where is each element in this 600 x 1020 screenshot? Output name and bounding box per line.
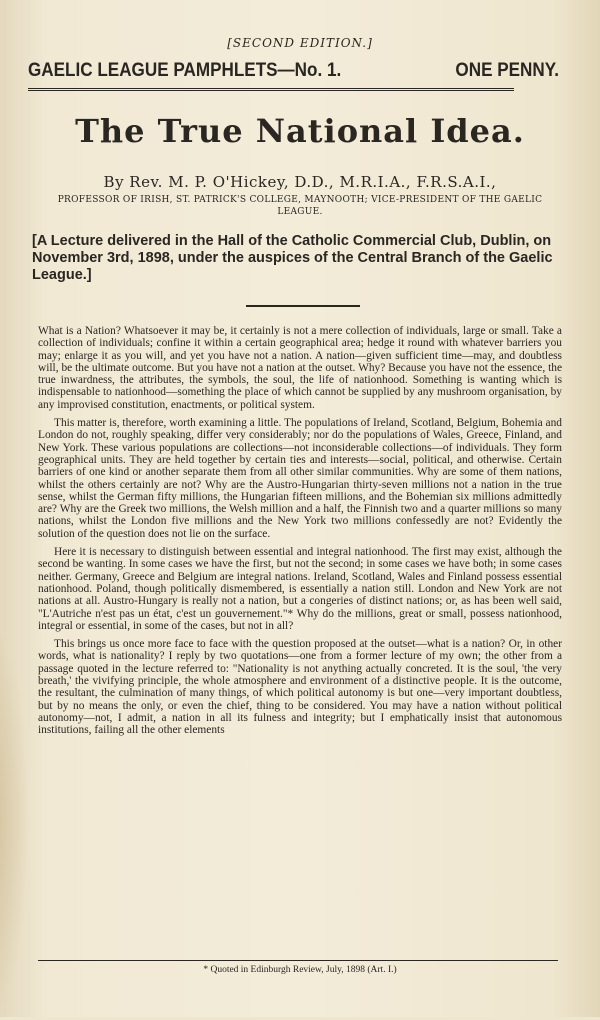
author-byline: By Rev. M. P. O'Hickey, D.D., M.R.I.A., F.R.S.A.I., [103, 173, 497, 191]
series-title: GAELIC LEAGUE PAMPHLETS—No. 1. [28, 60, 342, 81]
paragraph: This brings us once more face to face with the question proposed at the outset—what is a nation? Or, in other words, what is nationality? I reply by two quotations—one from a former lecture of my own; the other from a passage quoted in the lecture referred to: "Nationality is not anything actually concreted. It is the soul, 'the very breath,' the vivifying principle, the whole atmosphere and environment of a distinctive people. It is the outcome, the resultant, the culmination of many things, of which political autonomy is but one—very important doubtless, but by no means the only, or even the chief, thing to be considered. You may have a nation without political autonomy—not, I admit, a nation in all its fulness and integrity; but I emphatically insist that autonomous institutions, failing all the other elements [38, 638, 562, 737]
pamphlet-header [28, 58, 559, 91]
paragraph: This matter is, therefore, worth examining a little. The populations of Ireland, Scotland, Belgium, Bohemia and London do not, roughly speaking, differ very considerably; nor do the populations of Wales, Greece, Finland, and New York. These various populations are collections—not inconsiderable collections—of individuals. They form geographical units. They are held together by certain ties and interests—social, political, and otherwise. Certain barriers of one kind or another separate them from all other similar communities. Why are some of them nations, whilst the others certainly are not? Why are the Austro-Hungarian thirty-seven millions not a nation in the true sense, whilst the German fifty millions, the Hungarian fifteen millions, and the Bohemian six millions admittedly are? Why are the Greek two millions, the Welsh million and a half, the Finnish two and a quarter millions so many nations, whilst the London five millions and the New York two millions confessedly are not? Evidently the solution of the question does not lie on the surface. [38, 417, 562, 540]
edition-label: [SECOND EDITION.] [227, 36, 373, 50]
author-affiliation: PROFESSOR OF IRISH, ST. PATRICK'S COLLEGE, MAYNOOTH; VICE-PRESIDENT OF THE GAELIC LEAGUE. [57, 195, 543, 217]
paragraph: What is a Nation? Whatsoever it may be, it certainly is not a mere collection of individuals, large or small. Take a collection of individuals; confine it within a certain geographical area; hedge it round with whatever barriers you may; enlarge it as you will, and yet you have not a nation. A nation—given sufficient time—may, and doubtless will, be the ultimate outcome. But you have not a nation at the outset. Why? Because you have not the essence, the true inwardness, the attributes, the symbols, the soul, the life of nationhood. Something is wanting which is indispensable to nationhood—something the place of which cannot be supplied by any mushroom organisation, by any improvised constitution, enactments, or political system. [38, 325, 562, 411]
page-title: The True National Idea. [75, 112, 525, 150]
footnote-divider [38, 960, 558, 961]
footnote: * Quoted in Edinburgh Review, July, 1898 (Art. I.) [203, 965, 397, 975]
body-text [38, 325, 562, 743]
paragraph: Here it is necessary to distinguish between essential and integral nationhood. The first may exist, although the second be wanting. In some cases we have the first, but not the second; in some cases we have both; in some cases neither. Germany, Greece and Belgium are integral nations. Ireland, Scotland, Wales and Finland possess essential nationhood. Poland, though politically dismembered, is essentially a nation still. London and New York are not nations at all. Austro-Hungary is really not a nation, but a congeries of distinct nations; or, as has been well said, "L'Autriche n'est pas un état, c'est un gouvernement."* Why do the millions, great or small, possess nationhood, integral or essential, in some of the cases, but not in all? [38, 546, 562, 632]
price-label: ONE PENNY. [455, 60, 559, 81]
lecture-note: [A Lecture delivered in the Hall of the Catholic Commercial Club, Dublin, on November 3rd, 1898, under the auspices of the Central Branch of the Gaelic League.] [32, 233, 553, 283]
paper-stain [0, 620, 30, 1020]
section-divider [246, 305, 360, 307]
